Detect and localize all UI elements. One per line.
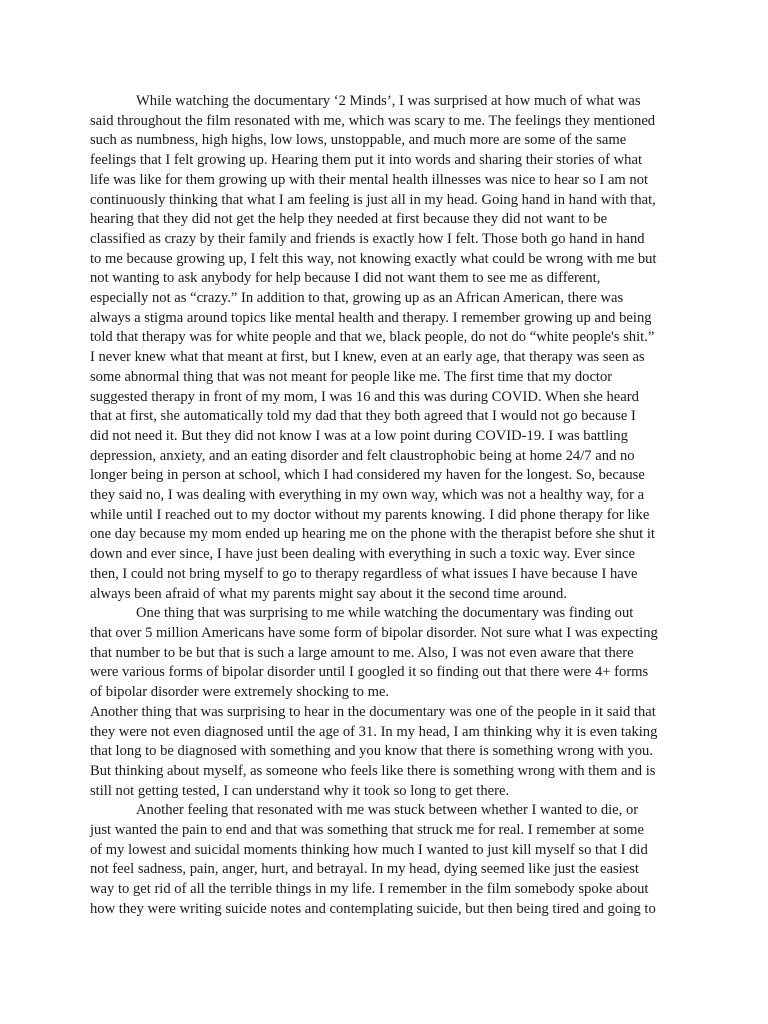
- paragraph-2: One thing that was surprising to me while watching the documentary was finding out that over 5 million Americans have some form of bipolar disorder. Not sure what I was expecting that number to be but that is such a large amount to me. Also, I was not even aware that there were various forms of bipolar disorder until I googled it so finding out that there were 4+ forms of bipolar disorder were extremely shocking to me.: [90, 605, 658, 701]
- paragraph-4: Another feeling that resonated with me was stuck between whether I wanted to die, or just wanted the pain to end and that was something that struck me for real. I remember at some of my lowest and suicidal moments thinking how much I wanted to just kill myself so that I did not feel sadness, pain, anger, hurt, and betrayal. In my head, dying seemed like just the easiest way to get rid of all the terrible things in my life. I remember in the film somebody spoke about how they were writing suicide notes and contemplating suicide, but then being tired and going to: [90, 802, 656, 917]
- paragraph-1: While watching the documentary ‘2 Minds’, I was surprised at how much of what was said throughout the film resonated with me, which was scary to me. The feelings they mentioned such as numbness, high highs, low lows, unstoppable, and much more are some of the same feelings that I felt growing up. Hearing them put it into words and sharing their stories of what life was like for them growing up with their mental health illnesses was nice to hear so I am not continuously thinking that what I am feeling is just all in my head. Going hand in hand with that, hearing that they did not get the help they needed at first because they did not want to be classified as crazy by their family and friends is exactly how I felt. Those both go hand in hand to me because growing up, I felt this way, not knowing exactly what could be wrong with me but not wanting to ask anybody for help because I did not want them to see me as different, especially not as “crazy.” In addition to that, growing up as an African American, there was always a stigma around topics like mental health and therapy. I remember growing up and being told that therapy was for white people and that we, black people, do not do “white people's shit.” I never knew what that meant at first, but I knew, even at an early age, that therapy was seen as some abnormal thing that was not meant for people like me. The first time that my doctor suggested therapy in front of my mom, I was 16 and this was during COVID. When she heard that at first, she automatically told my dad that they both agreed that I would not go because I did not need it. But they did not know I was at a low point during COVID-19. I was battling depression, anxiety, and an eating disorder and felt claustrophobic being at home 24/7 and no longer being in person at school, which I had considered my haven for the longest. So, because they said no, I was dealing with everything in my own way, which was not a healthy way, for a while until I reached out to my doctor without my parents knowing. I did phone therapy for like one day because my mom ended up hearing me on the phone with the therapist before she shut it down and ever since, I have just been dealing with everything in such a toxic way. Ever since then, I could not bring myself to go to therapy regardless of what issues I have because I have always been afraid of what my parents might say about it the second time around.: [90, 93, 657, 602]
- paragraph-3: Another thing that was surprising to hear in the documentary was one of the people in it said that they were not even diagnosed until the age of 31. In my head, I am thinking why it is even taking that long to be diagnosed with something and you know that there is something wrong with you. But thinking about myself, as someone who feels like there is something wrong with them and is still not getting tested, I can understand why it took so long to get there.: [90, 703, 658, 799]
